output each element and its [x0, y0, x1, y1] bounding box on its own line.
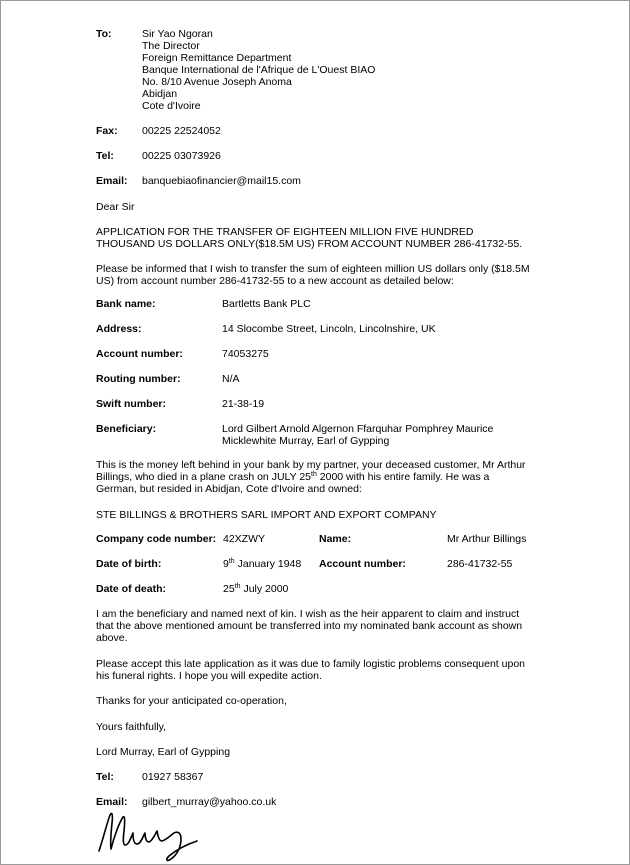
subject-line: THOUSAND US DOLLARS ONLY($18.5M US) FROM ACCOUNT NUMBER 286-41732-55. — [96, 238, 523, 250]
beneficiary-value — [222, 423, 493, 447]
footer-email-label: Email: — [96, 796, 128, 808]
ordinal-suffix: th — [234, 583, 241, 590]
address-label: Address: — [96, 323, 142, 335]
story-text: 2000 with his entire family. He was a — [316, 471, 490, 483]
intro-line: Please be informed that I wish to transfer the sum of eighteen million US dollars only ($18.5M — [96, 263, 530, 275]
swift-number-value: 21-38-19 — [222, 398, 265, 410]
story-text: Billings, who died in a plane crash on JULY 25 — [96, 471, 311, 483]
closing-line: Yours faithfully, — [96, 721, 167, 733]
account-number-label: Account number: — [96, 348, 183, 360]
recipient-address — [142, 28, 375, 112]
email-value: banquebiaofinancier@mail15.com — [142, 175, 301, 187]
paragraph-line: I am the beneficiary and named next of kin. I wish as the heir apparent to claim and instruct — [96, 608, 520, 620]
subject-line: APPLICATION FOR THE TRANSFER OF EIGHTEEN MILLION FIVE HUNDRED — [96, 226, 474, 238]
recipient-line: The Director — [142, 40, 200, 52]
dod-rest: July 2000 — [240, 583, 289, 595]
story-line: German, but resided in Abidjan, Cote d'Ivoire and owned: — [96, 483, 362, 495]
ordinal-suffix: th — [311, 471, 317, 478]
recipient-line: Abidjan — [142, 88, 178, 100]
tel-value: 00225 03073926 — [142, 150, 221, 162]
address-value: 14 Slocombe Street, Lincoln, Lincolnshire, UK — [222, 323, 436, 335]
recipient-line: Foreign Remittance Department — [142, 52, 292, 64]
beneficiary-line: Lord Gilbert Arnold Algernon Ffarquhar Pomphrey Maurice — [222, 423, 494, 435]
tel-label: Tel: — [96, 150, 114, 162]
salutation: Dear Sir — [96, 201, 135, 213]
bank-name-label: Bank name: — [96, 298, 156, 310]
date-of-birth-value — [223, 558, 301, 570]
footer-tel-label: Tel: — [96, 771, 114, 783]
date-of-death-label: Date of death: — [96, 583, 167, 595]
recipient-line: Banque International de l'Afrique de L'Ouest BIAO — [142, 64, 376, 76]
beneficiary-label: Beneficiary: — [96, 423, 157, 435]
recipient-line: Cote d'Ivoire — [142, 100, 201, 112]
paragraph-line: Please accept this late application as it was due to family logistic problems consequent upon — [96, 658, 525, 670]
routing-number-label: Routing number: — [96, 373, 181, 385]
company-name: STE BILLINGS & BROTHERS SARL IMPORT AND EXPORT COMPANY — [96, 509, 437, 521]
recipient-line: Sir Yao Ngoran — [142, 28, 213, 40]
name-label: Name: — [319, 533, 352, 545]
signature-image — [97, 809, 207, 865]
date-of-birth-label: Date of birth: — [96, 558, 162, 570]
story-line: This is the money left behind in your bank by my partner, your deceased customer, Mr Arthur — [96, 459, 526, 471]
paragraph-line: his funeral rights. I hope you will expedite action. — [96, 670, 322, 682]
thanks-line: Thanks for your anticipated co-operation, — [96, 695, 287, 707]
dob-rest: January 1948 — [234, 558, 302, 570]
dob-day: 9 — [223, 558, 229, 570]
footer-email-value: gilbert_murray@yahoo.co.uk — [142, 796, 277, 808]
company-code-label: Company code number: — [96, 533, 217, 545]
routing-number-value: N/A — [222, 373, 240, 385]
name-value: Mr Arthur Billings — [447, 533, 527, 545]
paragraph-line: that the above mentioned amount be transferred into my nominated bank account as shown — [96, 620, 523, 632]
date-of-death-value — [223, 583, 288, 595]
ordinal-suffix: th — [228, 558, 235, 565]
fax-value: 00225 22524052 — [142, 125, 221, 137]
account-number-label-2: Account number: — [319, 558, 406, 570]
swift-number-label: Swift number: — [96, 398, 166, 410]
story-line — [96, 471, 489, 483]
account-number-value-2: 286-41732-55 — [447, 558, 513, 570]
account-number-value: 74053275 — [222, 348, 269, 360]
footer-tel-value: 01927 58367 — [142, 771, 204, 783]
to-label: To: — [96, 28, 112, 40]
bank-name-value: Bartletts Bank PLC — [222, 298, 311, 310]
intro-line: US) from account number 286-41732-55 to a new account as detailed below: — [96, 275, 454, 287]
company-code-value: 42XZWY — [223, 533, 266, 545]
signer-name: Lord Murray, Earl of Gypping — [96, 746, 231, 758]
fax-label: Fax: — [96, 125, 118, 137]
recipient-line: No. 8/10 Avenue Joseph Anoma — [142, 76, 292, 88]
email-label: Email: — [96, 175, 128, 187]
dod-day: 25 — [223, 583, 235, 595]
beneficiary-line: Micklewhite Murray, Earl of Gypping — [222, 435, 390, 447]
paragraph-line: above. — [96, 632, 128, 644]
